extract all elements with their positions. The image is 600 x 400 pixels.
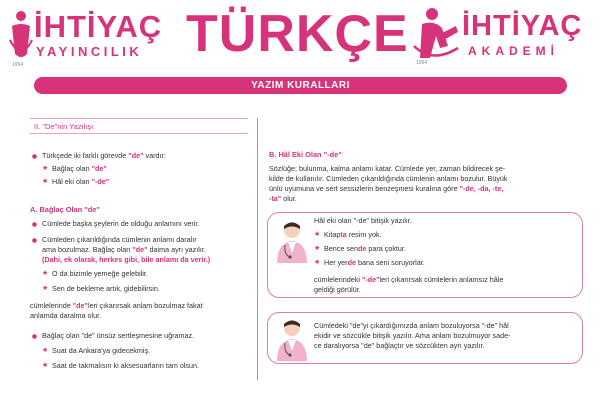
- left-logo-title: İHTİYAÇ: [34, 9, 163, 44]
- bullet-icon: [32, 154, 37, 159]
- list-item: Bağlaç olan "de": [52, 164, 107, 173]
- star-icon: ★: [314, 259, 321, 266]
- subheading-a: A. Bağlaç Olan "de": [30, 205, 100, 214]
- example-text: Her yerde bana seni soruyorlar.: [324, 258, 425, 267]
- star-icon: ★: [42, 362, 49, 369]
- right-logo-year: 1994: [416, 60, 428, 66]
- list-item: Hâl eki olan "-de": [52, 177, 110, 186]
- star-icon: ★: [42, 178, 49, 185]
- example-text: Saat de takmalısın ki aksesuarların tam olsun.: [52, 361, 200, 370]
- header: [0, 0, 600, 72]
- box-heading: Hâl eki olan "-de" bitişik yazılır.: [314, 216, 412, 225]
- page-title: TÜRKÇE: [186, 5, 409, 63]
- right-logo-subtitle: AKADEMİ: [468, 44, 559, 58]
- left-column: [30, 118, 248, 380]
- ihtiyac-akademi-logo: [412, 6, 594, 66]
- doctor-icon: [274, 317, 310, 361]
- column-divider: [257, 118, 258, 380]
- right-logo-title: İHTİYAÇ: [462, 10, 583, 42]
- right-column: [265, 150, 585, 395]
- doctor-icon: [274, 219, 310, 263]
- person-mark-icon: [8, 10, 34, 62]
- definition-text: Sözlüğe; bulunma, kalma anlamı katar. Cümlede yer, zaman bildirecek şe- kilde de kullanılır. Cümleden çıkarıldığında cümlenin anlamı bozulur. Büyük ünlü uyumuna ve sert sessizlerin benzeşmesi kuralına göre "-de, -da, -te, -ta" olur.: [269, 164, 508, 203]
- bullet-icon: [32, 334, 37, 339]
- left-logo-subtitle: YAYINCILIK: [36, 44, 143, 59]
- example-text: Sen de bekleme artık, gidebilirsin.: [52, 284, 160, 293]
- section-banner: YAZIM KURALLARI: [34, 77, 567, 94]
- rule-text: Cümleden çıkarıldığında cümlenin anlamı daralır ama bozulmaz. Bağlaç olan "de" daima ayrı yazılır. (Dahi, ek olarak, herkes gibi, bile anlamı da verir.): [42, 235, 211, 264]
- rule-box-summary: [267, 312, 583, 364]
- explanation-text: cümlelerinde "de"leri çıkarırsak anlam bozulmaz fakat anlamda daralma olur.: [30, 301, 203, 320]
- star-icon: ★: [42, 347, 49, 354]
- star-icon: ★: [42, 270, 49, 277]
- reading-figure-icon: [412, 6, 462, 64]
- subheading-b: B. Hâl Eki Olan "-de": [269, 150, 342, 159]
- star-icon: ★: [314, 245, 321, 252]
- star-icon: ★: [42, 165, 49, 172]
- star-icon: ★: [314, 231, 321, 238]
- rule-text: Bağlaç olan "de" ünsüz sertleşmesine uğramaz.: [42, 331, 195, 340]
- rule-text: Cümlede başka şeylerin de olduğu anlamını verir.: [42, 219, 200, 228]
- example-text: O da bizimle yemeğe gelebilir.: [52, 269, 148, 278]
- bullet-icon: [32, 238, 37, 243]
- section-title: II. "De"nin Yazılışı: [30, 118, 248, 134]
- bullet-icon: [32, 222, 37, 227]
- left-logo-year: 1994: [12, 62, 24, 68]
- example-text: Bence sende para çoktur.: [324, 244, 406, 253]
- box-footnote: cümlelerindeki "-de"leri çıkarırsak cümlelerin anlamsız hâle geldiği görülür.: [314, 275, 504, 294]
- example-text: Kitapta resim yok.: [324, 230, 382, 239]
- rule-box-attached: [267, 212, 583, 298]
- ihtiyac-yayincilik-logo: [8, 6, 188, 66]
- intro-text: Türkçede iki farklı görevde "de" vardır:: [42, 151, 166, 160]
- star-icon: ★: [42, 285, 49, 292]
- example-text: Suat da Ankara'ya gidecekmiş.: [52, 346, 151, 355]
- summary-text: Cümledeki "de"yi çıkardığımızda anlam bozuluyorsa "-de" hâl ekidir ve sözcükle bitişik yazılır. Ama anlam bozulmuyor sade- ce daralıyorsa "de" bağlaçtır ve sözcükten ayrı yazılır.: [314, 321, 511, 350]
